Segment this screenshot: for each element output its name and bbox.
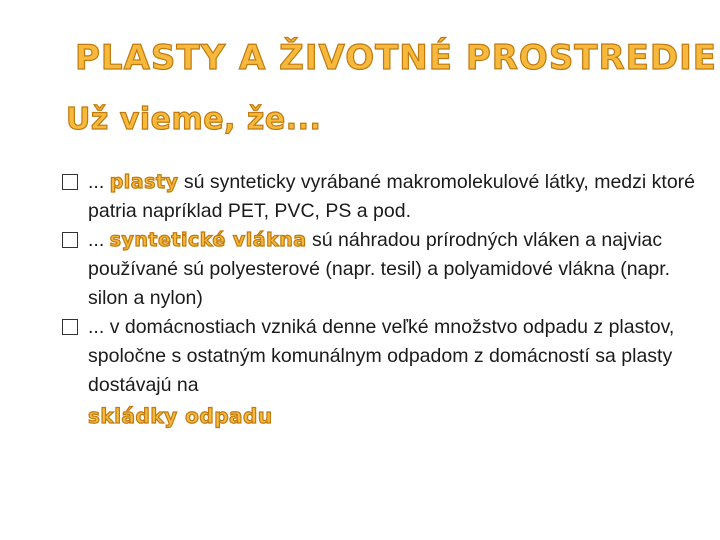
bullet-item bbox=[62, 168, 702, 226]
keyword-synteticke-vlakna: syntetické vlákna bbox=[109, 229, 307, 251]
bullet-text: v domácnostiach vzniká denne veľké množstvo odpadu z plastov, spoločne s ostatným komunálnym odpadom z domácností sa plasty dostávajú na bbox=[88, 316, 675, 396]
bullet-box-icon bbox=[62, 174, 78, 190]
bullet-item bbox=[62, 313, 702, 431]
bullet-text: sú synteticky vyrábané makromolekulové látky, medzi ktoré patria napríklad PET, PVC, PS a pod. bbox=[88, 171, 695, 222]
bullet-box-icon bbox=[62, 319, 78, 335]
bullet-box-icon bbox=[62, 232, 78, 248]
keyword-skladky-odpadu: skládky odpadu bbox=[88, 404, 273, 428]
bullet-prefix: ... bbox=[88, 316, 105, 338]
bullet-text: sú náhradou prírodných vláken a najviac používané sú polyesterové (napr. tesil) a polyamidové vlákna (napr. silon a nylon) bbox=[88, 229, 671, 309]
slide-subtitle: Už vieme, že... bbox=[66, 102, 322, 137]
bullet-list bbox=[62, 168, 702, 431]
slide-title: PLASTY A ŽIVOTNÉ PROSTREDIE bbox=[75, 38, 718, 78]
bullet-prefix: ... bbox=[88, 229, 105, 251]
bullet-prefix: ... bbox=[88, 171, 105, 193]
keyword-plasty: plasty bbox=[109, 171, 179, 193]
bullet-item bbox=[62, 226, 702, 313]
